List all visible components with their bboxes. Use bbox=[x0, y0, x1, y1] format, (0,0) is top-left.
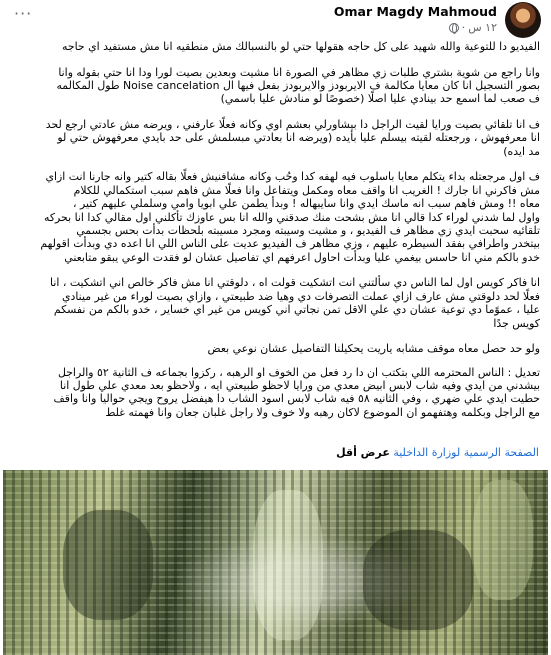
post-time[interactable]: ١٢ س bbox=[468, 21, 497, 34]
globe-icon bbox=[449, 23, 459, 33]
post-paragraph: ف اول مرجعتله بداء يتكلم معايا باسلوب فيه لهفه كدا وحُب وكانه مشافنيش فعلًا بقاله كتير وانه جارنا انت ازاي مش فاكرني انا جارك ! الغريب انا واقف معاه ومكمل ويتفاعل وانا فعلًا مش فاهم سبب استكمالي للكلام معاه !! ومش فاهم سبب انه ماسك ايدي وانا سايبهاله ! وبدأ يطمن علي ابويا وامي وسلملي عليهم كتير ، واول لما شدني لوراء كدا قالي انا مش بشحت منك صدقني والله انا بس عاوزك تأكلني اول مقالي كدا انا بحركه تلقائيه سحبت ايدي زي مظاهر ف الفيديو ، و مشيت وسيبته ومجرد مسيبته بلحظات بدأت بحس بجسمي بيتخدر واطرافي بفقد السيطره عليهم ، وزي مظاهر ف الفيديو عديت على الناس اللي انا اعده دي وبدأت اقولهم خدو بالكم مني انا حاسس بيغمي عليا وبدأت احاول اعرفهم اي تفاصيل عشان لو فقدت الوعي يبقو متابعني bbox=[40, 170, 540, 264]
source-page-link[interactable]: الصفحة الرسمية لوزارة الداخلية bbox=[393, 446, 539, 459]
post-paragraph: ف انا تلقائي بصيت ورايا لقيت الراجل دا بيشاورلي بعشم اوي وكانه فعلًا عارفني ، ويرضه مش عادتي ارجع لحد انا معرفهوش ، ورجعتله لقيته بيسلم عليا بأيده (ويرضه انا بعادتي مبسلمش على حد بايدي معرفهوش حتي لو مد ايده) bbox=[45, 118, 540, 158]
meta-separator: · bbox=[461, 21, 466, 34]
video-frame-detail bbox=[63, 510, 153, 620]
post-meta bbox=[449, 21, 497, 34]
post-paragraph: انا فاكر كويس اول لما الناس دي سألتني انت اتشكيت قولت اه ، دلوقتي انا مش فاكر خالص اني اتشكيت ، انا فعلًا لحد دلوقتي مش عارف ازاي عملت التصرفات دي وهيا ضد طبيعتي ، وازاي بصيت لوراء من غير مينادي عليا ، عموًما دي توعية عشان دي علي الاقل تمن نجاتي اني كويس من غير اي خساير ، خدو بالكم من نفسكم كويس جدًا bbox=[50, 276, 540, 330]
post-paragraph: تعديل : الناس المحترمه اللي بتكتب ان دا رد فعل من الخوف او الرهبه ، ركزوا بجماعه ف الثانية ٥٢ والراجل بيشدني من ايدي وفيه شاب لابس ابيض معدي من ورايا لاحظو طبيعتي ايه ، ولاحظو بعد معدي علي طول انا حطيت ايدي علي ضهري ، وفي الثانيه ٥٨ فيه شاب لابس اسود الشاب دا هيفضل يروح ويجي حواليا وانا واقف مع الراجل وبكلمه وهتفهمو ان الموضوع لاكان رهبه ولا خوف ولا راجل غلبان جعان وانا فهمته غلط bbox=[53, 365, 540, 419]
post-paragraph: ولو حد حصل معاه موقف مشابه ياريت يحكيلنا التفاصيل عشان نوعي بعض bbox=[207, 342, 540, 356]
show-less-button[interactable]: عرض أقل bbox=[336, 446, 390, 459]
video-frame-detail bbox=[253, 490, 323, 640]
post-text bbox=[12, 40, 540, 431]
more-options-icon[interactable]: ··· bbox=[14, 4, 33, 23]
post-header bbox=[0, 0, 551, 40]
post-paragraph: الفيديو دا للتوعية والله شهيد على كل حاجه هقولها حتي لو بالنسبالك مش منطقيه انا مش مستفيد اي حاجه bbox=[62, 40, 540, 53]
post-paragraph: وانا راجع من شوية بشتري طلبات زي مظاهر في الصورة انا مشيت وبعدين بصيت لورا ودا انا حتي بقوله وانا بصور التسجيل انا كان معايا مكالمة ف الايربودز والايربودز بفعل فيها ال Noise cancelation طول المكالمه ف صعب لما اسمع حد بينادي عليا اصلًا (خصوصًا لو منادش عليا باسمي) bbox=[56, 65, 540, 106]
author-name[interactable]: Omar Magdy Mahmoud bbox=[333, 4, 497, 19]
post-footer-links bbox=[11, 446, 539, 460]
author-avatar[interactable] bbox=[505, 2, 541, 38]
video-frame-detail bbox=[473, 480, 533, 600]
post-video[interactable] bbox=[3, 470, 548, 655]
video-frame-detail bbox=[363, 530, 473, 630]
